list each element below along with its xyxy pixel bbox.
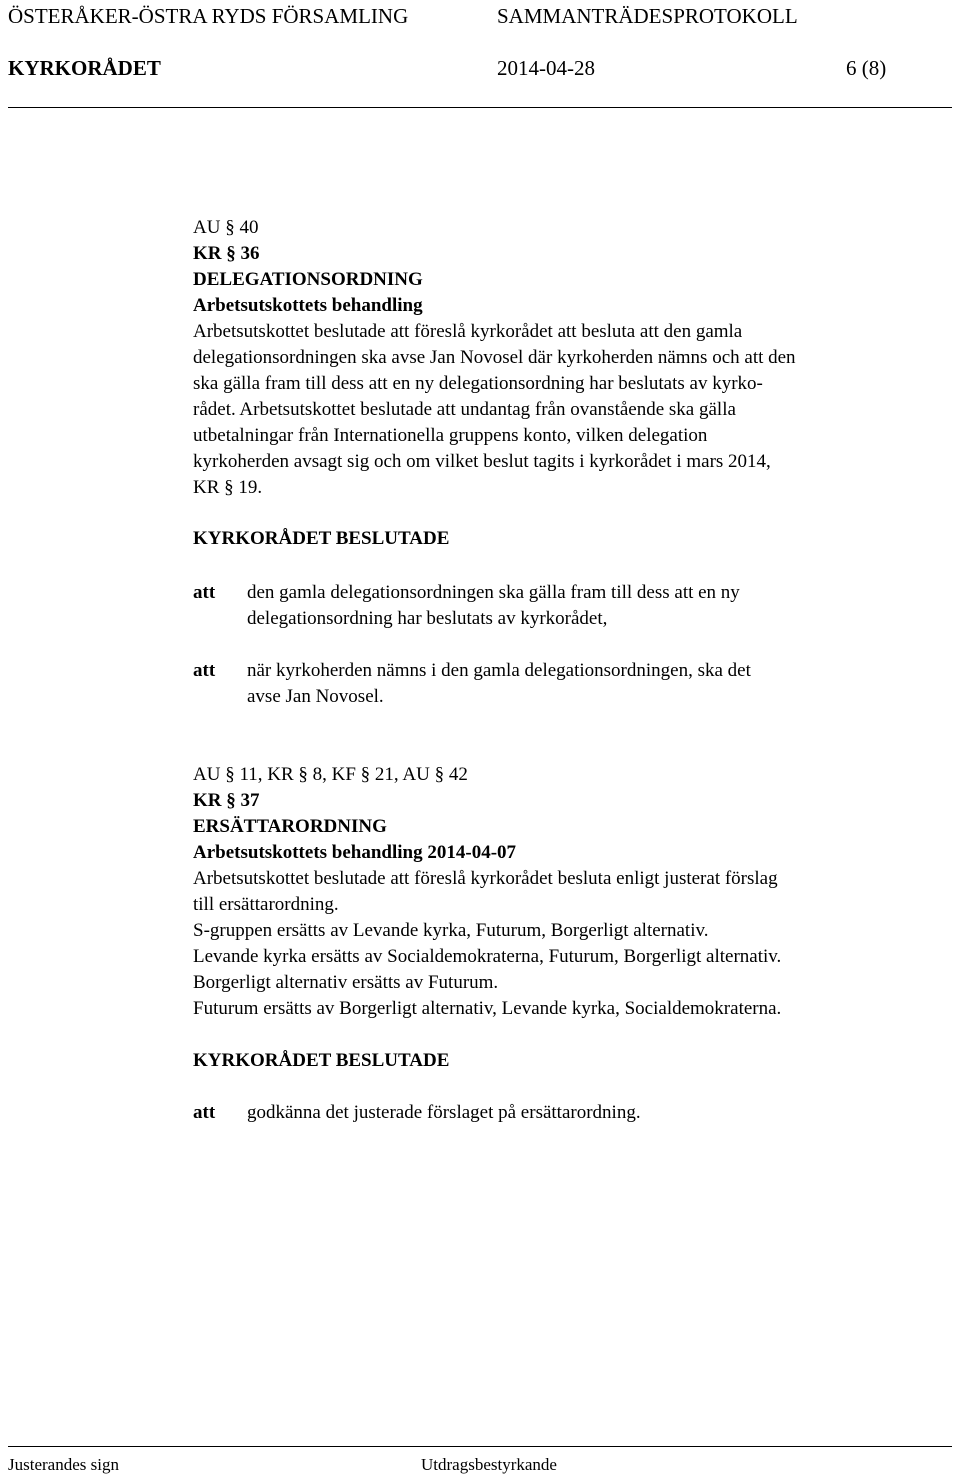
header-org: ÖSTERÅKER-ÖSTRA RYDS FÖRSAMLING — [8, 4, 409, 28]
decision-text-line: när kyrkoherden nämns i den gamla delegationsordningen, ska det — [247, 660, 751, 681]
decision-text-line: avse Jan Novosel. — [247, 686, 384, 707]
section-ref-kr: KR § 36 — [193, 243, 260, 264]
paragraph-line: Arbetsutskottet beslutade att föreslå kyrkorådet besluta enligt justerat förslag — [193, 868, 778, 889]
paragraph-line: delegationsordningen ska avse Jan Novosel där kyrkoherden nämns och att den — [193, 347, 796, 368]
section-ref-prior: AU § 11, KR § 8, KF § 21, AU § 42 — [193, 764, 468, 785]
header-body: KYRKORÅDET — [8, 56, 161, 80]
header-date: 2014-04-28 — [497, 56, 595, 80]
header-page: 6 (8) — [846, 56, 887, 80]
footer-justerandes-sign: Justerandes sign — [8, 1455, 119, 1474]
decision-heading: KYRKORÅDET BESLUTADE — [193, 528, 450, 549]
decision-text — [247, 1100, 641, 1126]
paragraph-line: Levande kyrka ersätts av Socialdemokraterna, Futurum, Borgerligt alternativ. — [193, 946, 782, 967]
paragraph-line: S-gruppen ersätts av Levande kyrka, Futurum, Borgerligt alternativ. — [193, 920, 709, 941]
section-ref-kr: KR § 37 — [193, 790, 260, 811]
section-ref-au: AU § 40 — [193, 217, 259, 238]
paragraph-line: rådet. Arbetsutskottet beslutade att undantag från ovanstående ska gälla — [193, 399, 736, 420]
footer-rule — [8, 1446, 952, 1447]
paragraph-line: kyrkoherden avsagt sig och om vilket beslut tagits i kyrkorådet i mars 2014, — [193, 451, 771, 472]
decision-text-line: den gamla delegationsordningen ska gälla fram till dess att en ny — [247, 582, 740, 603]
paragraph-line: till ersättarordning. — [193, 894, 339, 915]
decision-text — [247, 658, 751, 710]
decision-item — [193, 1100, 933, 1126]
decision-item — [193, 580, 933, 632]
paragraph-line: ska gälla fram till dess att en ny delegationsordning har beslutats av kyrko- — [193, 373, 763, 394]
decision-text-line: godkänna det justerade förslaget på ersättarordning. — [247, 1102, 641, 1123]
section-subtitle: Arbetsutskottets behandling 2014-04-07 — [193, 842, 517, 863]
paragraph-line: Borgerligt alternativ ersätts av Futurum. — [193, 972, 499, 993]
paragraph-line: Futurum ersätts av Borgerligt alternativ, Levande kyrka, Socialdemokraterna. — [193, 998, 782, 1019]
decision-att-word: att — [193, 582, 216, 603]
decision-text-line: delegationsordning har beslutats av kyrkorådet, — [247, 608, 608, 629]
decision-att-word: att — [193, 1102, 216, 1123]
header-doc-type: SAMMANTRÄDESPROTOKOLL — [497, 4, 798, 28]
paragraph-line: Arbetsutskottet beslutade att föreslå kyrkorådet att besluta att den gamla — [193, 321, 743, 342]
section-title: ERSÄTTARORDNING — [193, 816, 387, 837]
decision-heading: KYRKORÅDET BESLUTADE — [193, 1050, 450, 1071]
header-rule — [8, 107, 952, 108]
section-delegationsordning — [193, 215, 933, 501]
section-subtitle: Arbetsutskottets behandling — [193, 295, 423, 316]
decision-text — [247, 580, 740, 632]
section-ersattarordning — [193, 762, 933, 1022]
paragraph-line: utbetalningar från Internationella gruppens konto, vilken delegation — [193, 425, 708, 446]
section-title: DELEGATIONSORDNING — [193, 269, 423, 290]
decision-item — [193, 658, 933, 710]
paragraph-line: KR § 19. — [193, 477, 263, 498]
footer-utdragsbestyrkande: Utdragsbestyrkande — [421, 1455, 557, 1474]
decision-att-word: att — [193, 660, 216, 681]
